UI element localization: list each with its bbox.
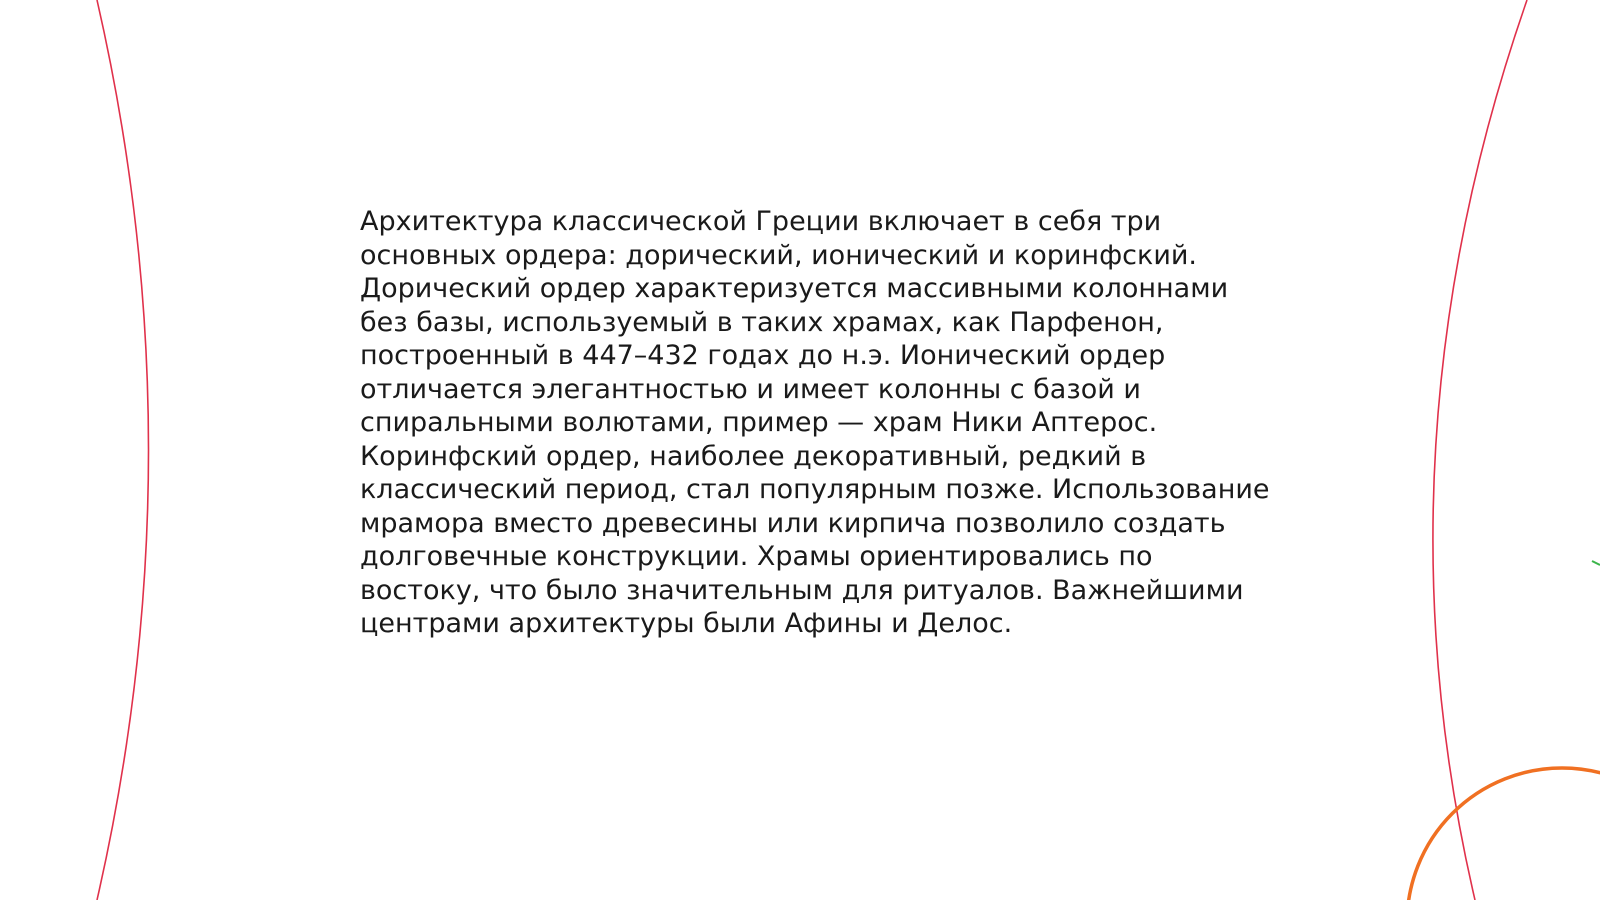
paragraph-line: построенный в 447–432 годах до н.э. Ионический ордер — [360, 340, 1166, 371]
paragraph-line: центрами архитектуры были Афины и Делос. — [360, 608, 1013, 639]
paragraph-line: без базы, используемый в таких храмах, как Парфенон, — [360, 306, 1164, 338]
paragraph-line: Дорический ордер характеризуется массивными колоннами — [360, 273, 1229, 304]
paragraph-line: мрамора вместо древесины или кирпича позволило создать — [360, 507, 1226, 539]
paragraph-line: Коринфский ордер, наиболее декоративный, редкий в — [360, 440, 1147, 472]
left-frame-curve — [97, 0, 149, 900]
paragraph-line: отличается элегантностью и имеет колонны с базой и — [360, 373, 1141, 405]
paragraph-line: спиральными волютами, пример — храм Ники Аптерос. — [360, 407, 1158, 438]
paragraph-line: Архитектура классической Греции включает в себя три — [360, 206, 1162, 237]
green-accent-mark — [1592, 561, 1600, 565]
orange-circle-arc — [1407, 768, 1600, 900]
paragraph-line: востоку, что было значительным для ритуалов. Важнейшими — [360, 574, 1244, 606]
paragraph-line: основных ордера: дорический, ионический и коринфский. — [360, 239, 1197, 271]
paragraph-line: долговечные конструкции. Храмы ориентировались по — [360, 541, 1153, 572]
right-frame-curve — [1433, 0, 1527, 900]
paragraph-line: классический период, стал популярным позже. Использование — [360, 474, 1270, 505]
slide-paragraph — [360, 205, 1270, 641]
